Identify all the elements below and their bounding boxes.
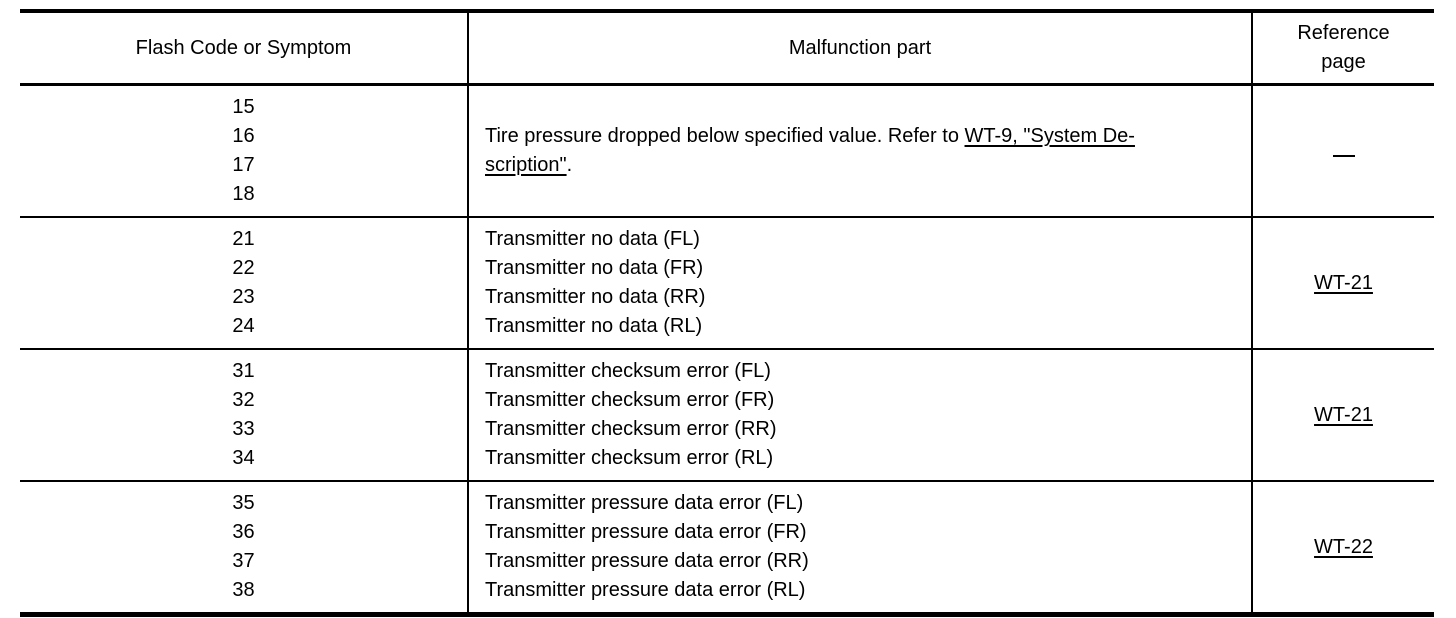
malfunction-part: Transmitter no data (RR) bbox=[485, 286, 706, 308]
malfunction-part-cell bbox=[468, 349, 1252, 481]
flash-code: 24 bbox=[232, 315, 255, 337]
flash-code: 37 bbox=[232, 550, 255, 572]
malfunction-text-suffix: . bbox=[566, 154, 573, 176]
flash-code: 33 bbox=[232, 418, 255, 440]
flash-code: 34 bbox=[232, 447, 255, 469]
flash-code: 16 bbox=[232, 125, 255, 147]
reference-dash-text bbox=[1334, 139, 1354, 161]
malfunction-part: Transmitter checksum error (RR) bbox=[485, 418, 777, 440]
reference-cell bbox=[1252, 217, 1434, 349]
table-row bbox=[20, 85, 1434, 218]
table-row bbox=[20, 481, 1434, 615]
reference-link[interactable]: WT-21 bbox=[1314, 403, 1373, 426]
reference-cell bbox=[1252, 349, 1434, 481]
malfunction-part: Transmitter no data (FR) bbox=[485, 257, 704, 279]
reference-cell bbox=[1252, 481, 1434, 615]
malfunction-part: Transmitter no data (FL) bbox=[485, 228, 700, 250]
malfunction-part: Transmitter no data (RL) bbox=[485, 315, 703, 337]
malfunction-part-cell bbox=[468, 85, 1252, 218]
flash-codes-cell bbox=[20, 85, 468, 218]
malfunction-part: Transmitter checksum error (RL) bbox=[485, 447, 774, 469]
link-text-line1: WT-9, "System De- bbox=[964, 125, 1135, 147]
malfunction-part: Transmitter pressure data error (RR) bbox=[485, 550, 809, 572]
table-row bbox=[20, 217, 1434, 349]
flash-code: 36 bbox=[232, 521, 255, 543]
header-reference-line1: Reference bbox=[1297, 22, 1390, 44]
reference-link[interactable]: WT-21 bbox=[1314, 271, 1373, 294]
flash-codes-cell bbox=[20, 217, 468, 349]
no-reference-dash bbox=[1333, 145, 1355, 157]
malfunction-part: Transmitter checksum error (FL) bbox=[485, 360, 771, 382]
link-text-line2: scription" bbox=[485, 154, 567, 176]
flash-code: 22 bbox=[232, 257, 255, 279]
malfunction-part: Transmitter pressure data error (FL) bbox=[485, 492, 804, 514]
flash-code: 17 bbox=[232, 154, 255, 176]
header-reference-page bbox=[1252, 11, 1434, 85]
header-malfunction-part: Malfunction part bbox=[468, 11, 1252, 85]
flash-code: 31 bbox=[232, 360, 255, 382]
flash-code: 38 bbox=[232, 579, 255, 601]
header-flash-code: Flash Code or Symptom bbox=[20, 11, 468, 85]
flash-codes-cell bbox=[20, 349, 468, 481]
reference-link[interactable]: WT-22 bbox=[1314, 535, 1373, 558]
reference-cell bbox=[1252, 85, 1434, 218]
malfunction-text: Tire pressure dropped below specified value. Refer to bbox=[485, 125, 965, 147]
malfunction-part-cell bbox=[468, 481, 1252, 615]
malfunction-part: Transmitter pressure data error (RL) bbox=[485, 579, 806, 601]
flash-code: 23 bbox=[232, 286, 255, 308]
header-row bbox=[20, 11, 1434, 85]
malfunction-part: Transmitter pressure data error (FR) bbox=[485, 521, 807, 543]
malfunction-part-cell bbox=[468, 217, 1252, 349]
flash-code: 21 bbox=[232, 228, 255, 250]
flash-code: 15 bbox=[232, 96, 255, 118]
flash-code: 32 bbox=[232, 389, 255, 411]
flash-codes-cell bbox=[20, 481, 468, 615]
malfunction-part: Transmitter checksum error (FR) bbox=[485, 389, 775, 411]
flash-code: 18 bbox=[232, 183, 255, 205]
table-row bbox=[20, 349, 1434, 481]
flash-code: 35 bbox=[232, 492, 255, 514]
header-reference-line2: page bbox=[1321, 51, 1366, 73]
flash-code-table bbox=[20, 9, 1434, 617]
